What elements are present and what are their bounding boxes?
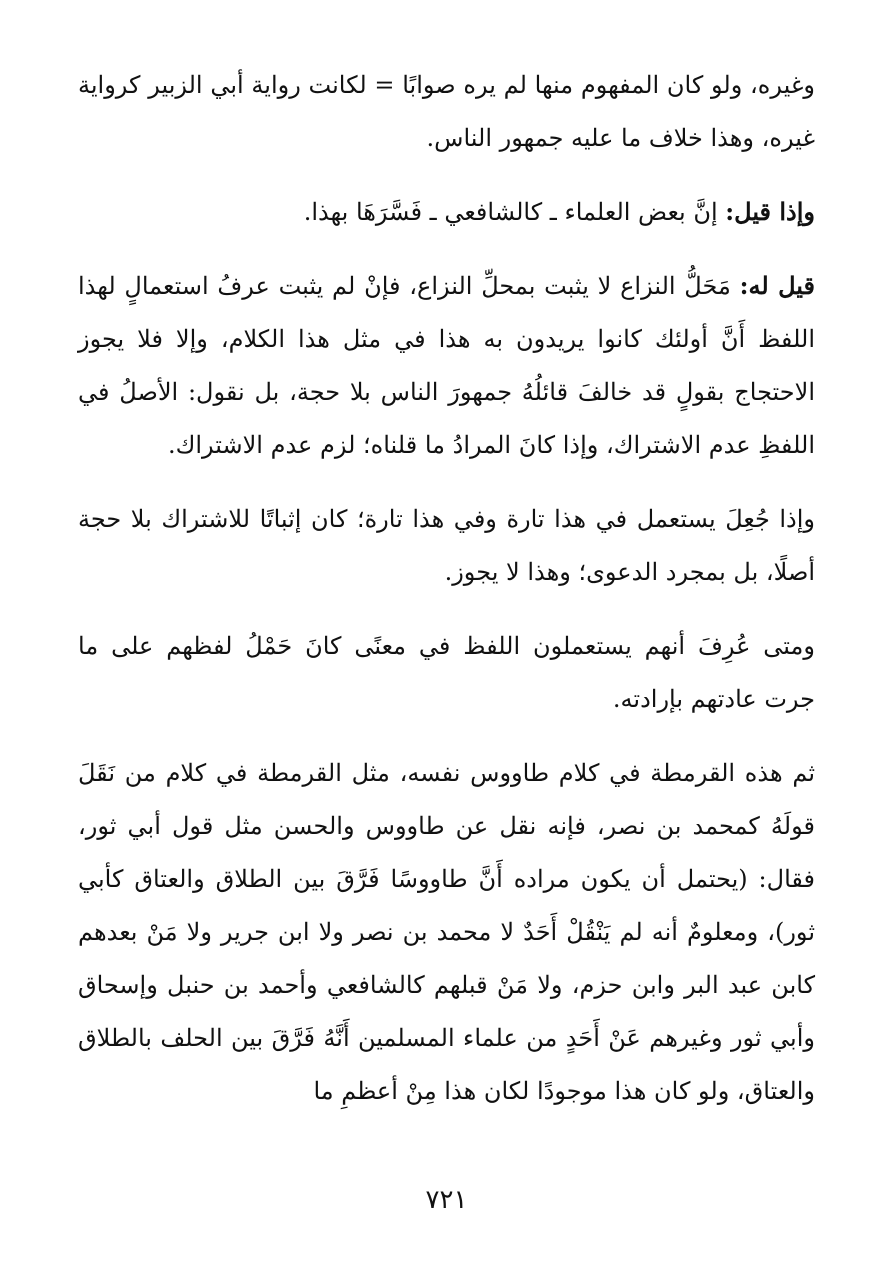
paragraph-2 [78, 185, 815, 239]
paragraph-3 [78, 259, 815, 472]
paragraph-lead: وإذا قيل: [725, 197, 815, 226]
page-body [78, 58, 815, 1138]
paragraph-text: إنَّ بعض العلماء ـ كالشافعي ـ فَسَّرَهَا بهذا. [303, 198, 726, 226]
paragraph-1 [78, 58, 815, 165]
paragraph-text: وغيره، ولو كان المفهوم منها لم يره صوابًا = لكانت رواية أبي الزبير كرواية غيره، وهذا خلاف ما عليه جمهور الناس. [78, 71, 815, 152]
paragraph-5 [78, 619, 815, 726]
paragraph-text: ثم هذه القرمطة في كلام طاووس نفسه، مثل القرمطة في كلام من نَقَلَ قولَهُ كمحمد بن نصر، فإنه نقل عن طاووس والحسن مثل قول أبي ثور، فقال: (يحتمل أن يكون مراده أَنَّ طاووسًا فَرَّقَ بين الطلاق والعتاق كأبي ثور)، ومعلومٌ أنه لم يَنْقُلْ أَحَدٌ لا محمد بن نصر ولا ابن جرير ولا مَنْ بعدهم كابن عبد البر وابن حزم، ولا مَنْ قبلهم كالشافعي وأحمد بن حنبل وإسحاق وأبي ثور وغيرهم عَنْ أَحَدٍ من علماء المسلمين أَنَّهُ فَرَّقَ بين الحلف بالطلاق والعتاق، ولو كان هذا موجودًا لكان هذا مِنْ أعظمِ ما [78, 759, 815, 1105]
paragraph-text: وإذا جُعِلَ يستعمل في هذا تارة وفي هذا تارة؛ كان إثباتًا للاشتراك بلا حجة أصلًا، بل بمجرد الدعوى؛ وهذا لا يجوز. [78, 505, 815, 586]
paragraph-text: مَحَلُّ النزاع لا يثبت بمحلِّ النزاع، فإنْ لم يثبت عرفُ استعمالٍ لهذا اللفظ أَنَّ أولئك كانوا يريدون به هذا في مثل هذا الكلام، وإلا فلا يجوز الاحتجاج بقولٍ قد خالفَ قائلُهُ جمهورَ الناس بلا حجة، بل نقول: الأصلُ في اللفظِ عدم الاشتراك، وإذا كانَ المرادُ ما قلناه؛ لزم عدم الاشتراك. [78, 272, 815, 459]
paragraph-4 [78, 492, 815, 599]
paragraph-6 [78, 746, 815, 1118]
page-number: ٧٢١ [425, 1185, 468, 1215]
paragraph-lead: قيل له: [739, 271, 816, 300]
paragraph-text: ومتى عُرِفَ أنهم يستعملون اللفظ في معنًى كانَ حَمْلُ لفظهم على ما جرت عادتهم بإرادته. [78, 632, 815, 713]
